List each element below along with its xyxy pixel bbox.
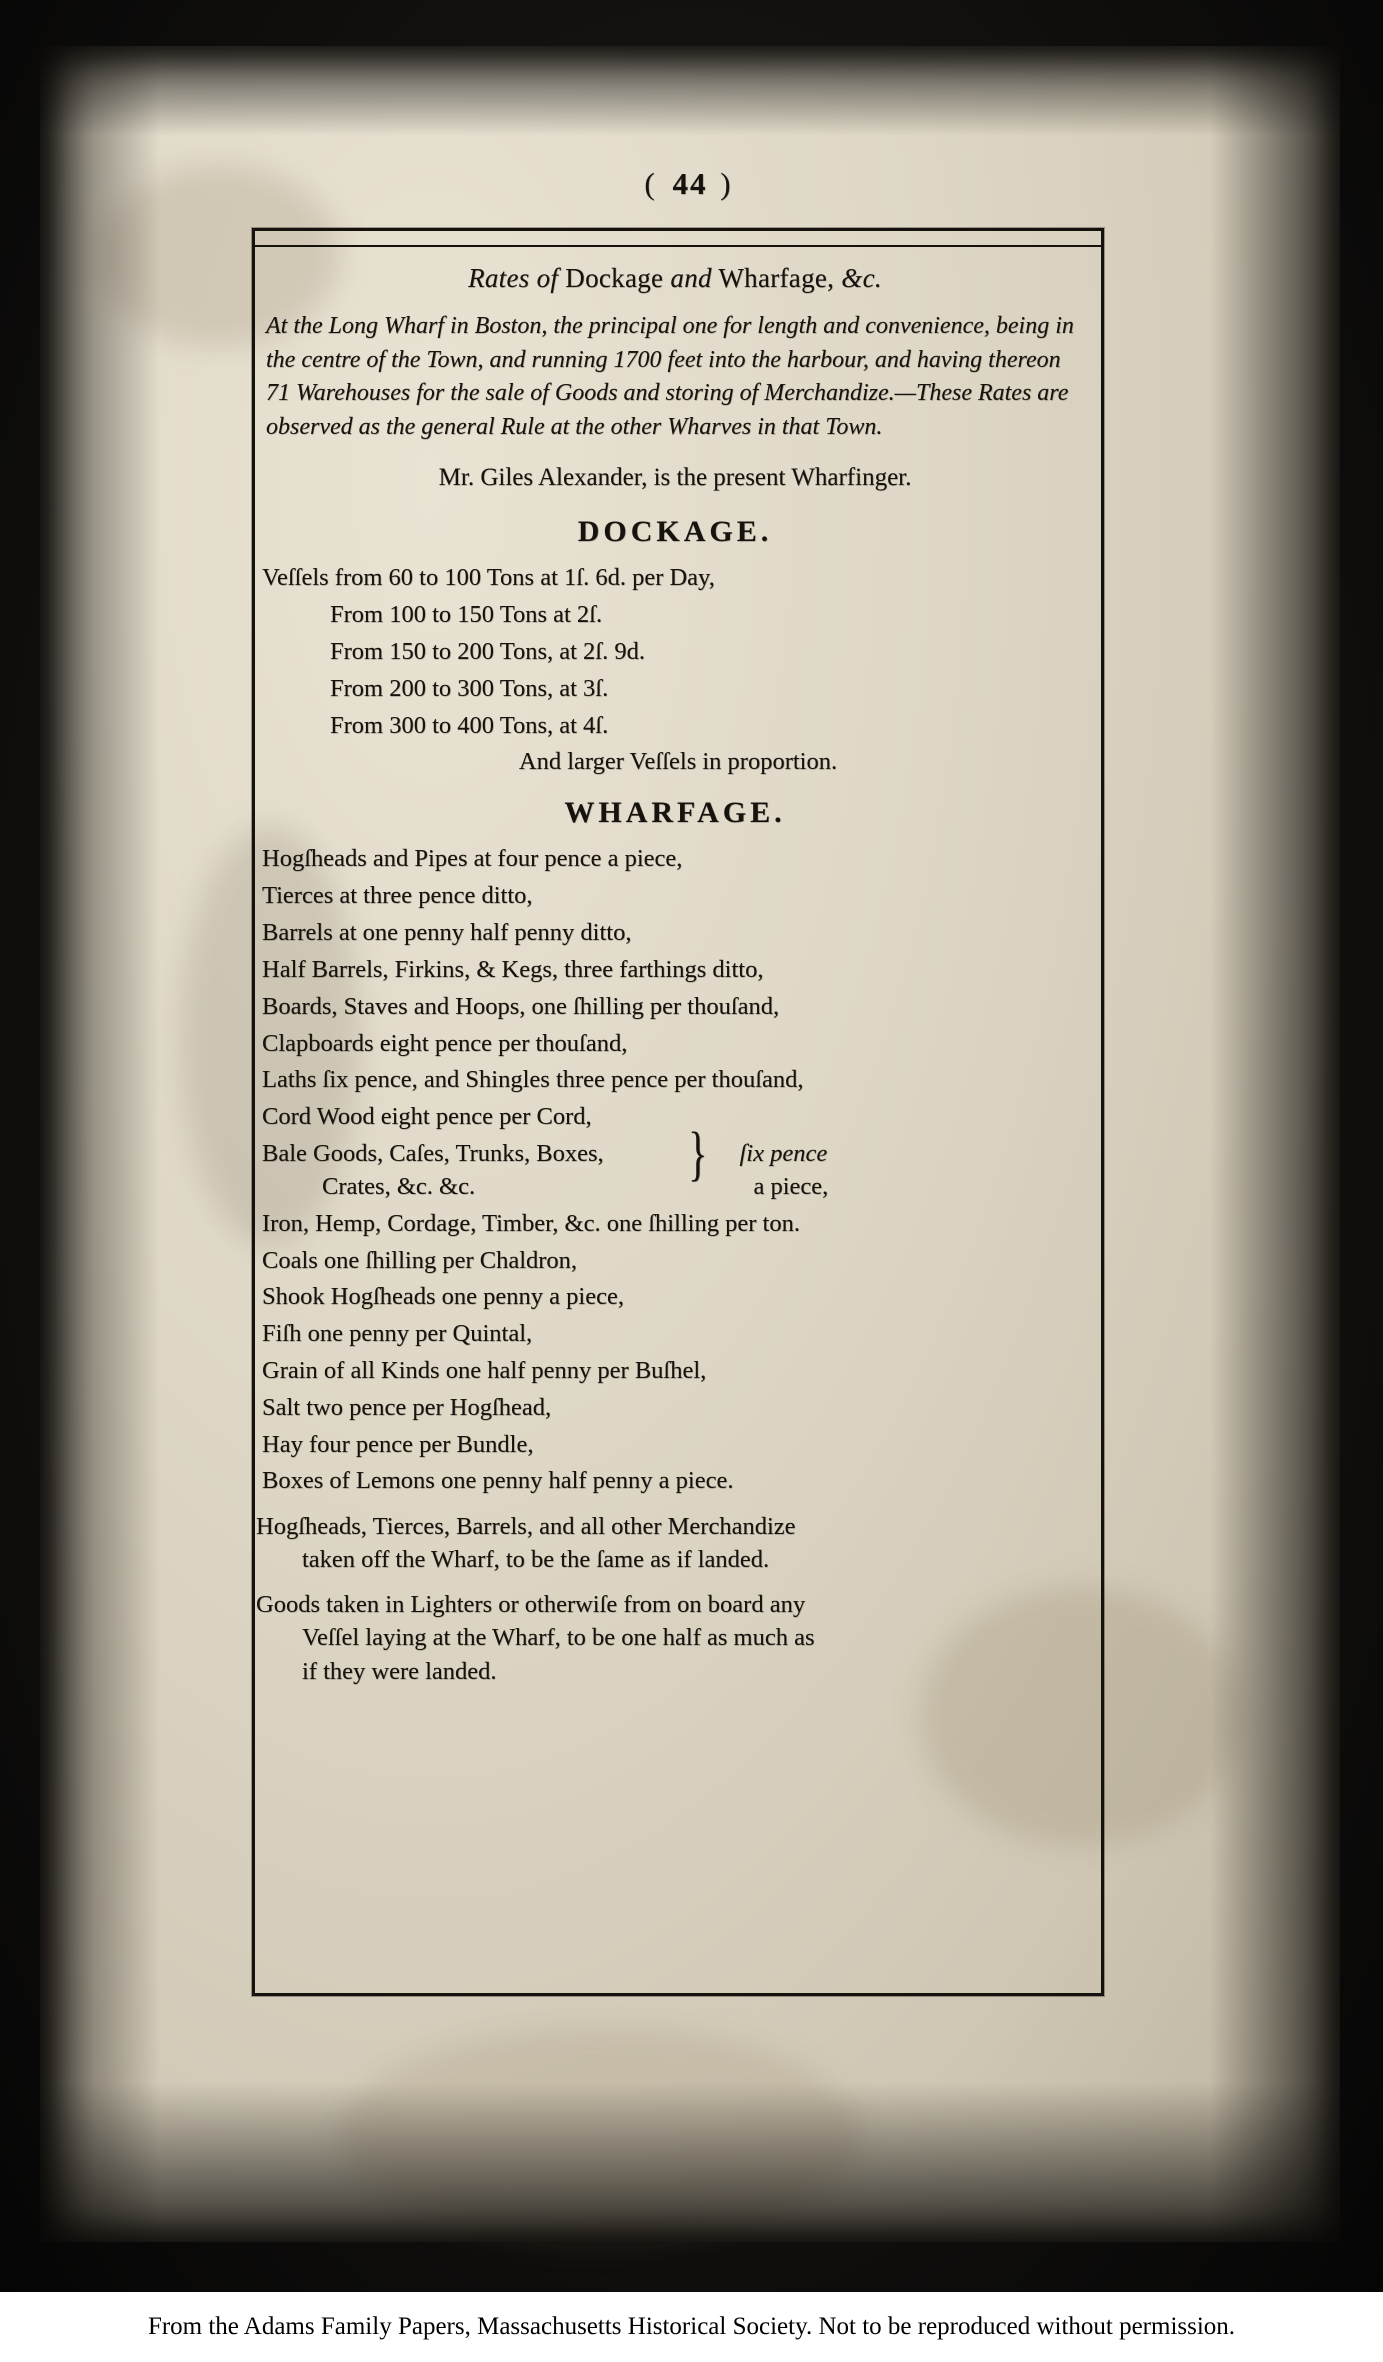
paper-leaf [40, 46, 1340, 2242]
wharfage-line: Cord Wood eight pence per Cord, [262, 1103, 592, 1131]
wharfage-line: Grain of all Kinds one half penny per Buſhel, [262, 1356, 707, 1384]
note-paragraph [256, 1578, 1094, 1689]
dockage-line: Veſſels from 60 to 100 Tons at 1ſ. 6d. per Day, [262, 564, 715, 592]
page-bottom-edge-shadow [40, 2082, 1340, 2242]
dockage-line: From 150 to 200 Tons, at 2ſ. 9d. [330, 637, 645, 665]
dockage-line: From 300 to 400 Tons, at 4ſ. [330, 711, 609, 739]
note-line: taken off the Wharf, to be the ſame as if landed. [302, 1546, 770, 1574]
wharfage-line: Laths ſix pence, and Shingles three pence per thouſand, [262, 1066, 804, 1094]
note-line: Goods taken in Lighters or otherwiſe from on board any [256, 1591, 806, 1619]
dockage-line: From 100 to 150 Tons at 2ſ. [330, 601, 603, 629]
braced-price-line-2: a piece, [753, 1172, 829, 1200]
introductory-paragraph: At the Long Wharf in Boston, the principal one for length and convenience, being in the centre of the Town, and running 1700 feet into the harbour, and having thereon 71 Warehouses for the sale of Goods and storing of Merchandize.—These Rates are observed as the general Rule at the other Wharves in that Town. [266, 313, 1074, 440]
braced-item-line-2: Crates, &c. &c. [322, 1172, 476, 1200]
wharfage-line: Salt two pence per Hogſhead, [262, 1393, 552, 1421]
wharfage-braced-entry [256, 1119, 1094, 1206]
note-line: Veſſel laying at the Wharf, to be one half as much as [302, 1624, 815, 1652]
page-right-edge-shadow [1210, 46, 1340, 2242]
note-line: if they were landed. [302, 1657, 497, 1685]
wharfage-line: Fiſh one penny per Quintal, [262, 1320, 533, 1348]
wharfage-line: Hay four pence per Bundle, [262, 1430, 534, 1458]
note-paragraph [256, 1500, 1094, 1578]
folio-open-paren: ( [644, 166, 660, 201]
wharfage-line: Shook Hogſheads one penny a piece, [262, 1283, 624, 1311]
wharfage-line: Tierces at three pence ditto, [262, 882, 533, 910]
wharfage-line: Boards, Staves and Hoops, one ſhilling per thouſand, [262, 992, 780, 1020]
wharfage-line: Clapboards eight pence per thouſand, [262, 1029, 628, 1057]
wharfage-line: Boxes of Lemons one penny half penny a piece. [262, 1467, 734, 1495]
wharfage-heading: WHARFAGE. [564, 796, 786, 830]
wharfage-line: Iron, Hemp, Cordage, Timber, &c. one ſhilling per ton. [262, 1209, 800, 1237]
folio-close-paren: ) [720, 166, 736, 201]
credit-text: From the Adams Family Papers, Massachusetts Historical Society. Not to be reproduced without permission. [147, 2313, 1236, 2340]
page-folio-number [40, 166, 1340, 202]
brace-icon: } [688, 1119, 708, 1188]
wharfage-line: Half Barrels, Firkins, & Kegs, three farthings ditto, [262, 955, 764, 983]
credit-bar [0, 2292, 1383, 2362]
wharfage-line: Barrels at one penny half penny ditto, [262, 919, 632, 947]
braced-price-line-1: ſix pence [739, 1140, 828, 1168]
note-line: Hogſheads, Tierces, Barrels, and all other Merchandize [256, 1513, 796, 1541]
dockage-line: And larger Veſſels in proportion. [518, 748, 838, 776]
dockage-line: From 200 to 300 Tons, at 3ſ. [330, 674, 609, 702]
wharfage-line: Hogſheads and Pipes at four pence a piece, [262, 845, 683, 873]
page-top-edge-shadow [40, 46, 1340, 136]
page-heading: Rates of Dockage and Wharfage, &c. [468, 263, 882, 293]
wharfinger-statement: Mr. Giles Alexander, is the present Wharfinger. [438, 463, 912, 491]
braced-item-line-1: Bale Goods, Caſes, Trunks, Boxes, [262, 1140, 604, 1168]
wharfage-line: Coals one ſhilling per Chaldron, [262, 1246, 578, 1274]
dockage-heading: DOCKAGE. [577, 515, 773, 549]
page-text-content [256, 242, 1094, 1690]
book-spine-shadow [40, 46, 160, 2242]
folio-number: 44 [672, 166, 708, 201]
